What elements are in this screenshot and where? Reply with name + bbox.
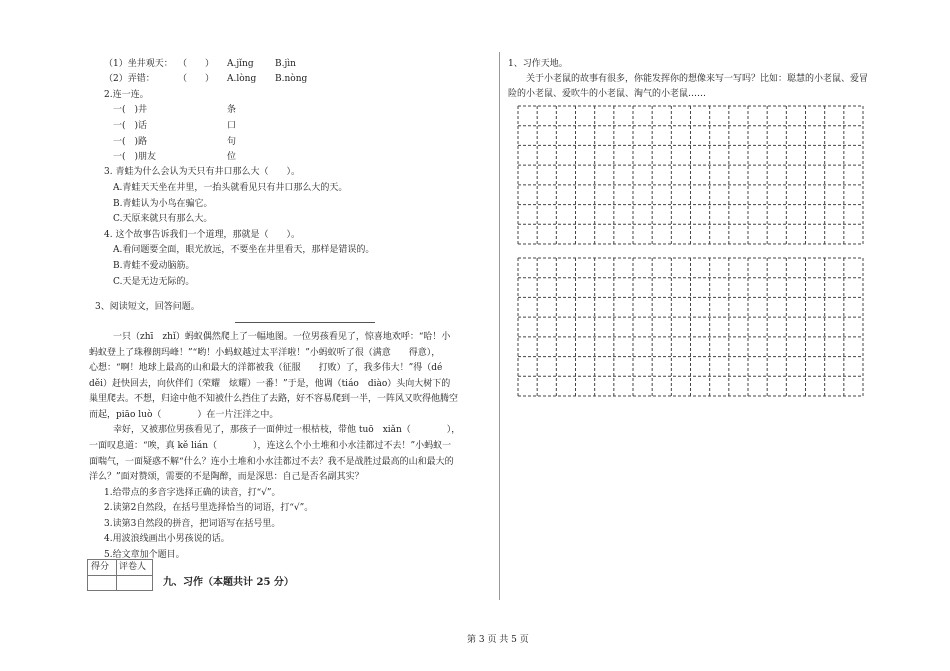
passage-line-3: 心想：“啊！地球上最高的山和最大的洋都被我（征服 打败）了，我多伟大！”得（dé	[89, 363, 443, 373]
section3-title: 3、阅读短文，回答问题。	[95, 302, 200, 312]
q2-right-4: 位	[227, 152, 237, 162]
q3-option-a: A.青蛙天天坐在井里，一抬头就看见只有井口那么大的天。	[113, 183, 348, 193]
passage-line-10: 洋么？”面对赞颂，需要的不是陶醉，而是深思：自己是否名副其实？	[89, 472, 364, 482]
passage-line-8: 一面叹息道：“唉，真 kě lián（ ），连这么个小土堆和小水洼都过不去！”小蚂蚁一	[89, 441, 452, 451]
q1-item-2-option-b: B.nòng	[275, 74, 308, 84]
q2-title: 2.连一连。	[104, 90, 149, 100]
passage-line-6: 而起，piāo luò（ ）在一片汪洋之中。	[89, 410, 279, 420]
passage-line-7: 幸好，又被那位男孩看见了，那孩子一面伸过一根枯枝，带他 tuō xiǎn（ ），	[113, 425, 461, 435]
score-label: 得分	[91, 562, 110, 572]
section9-title: 九、习作（本题共计 25 分）	[163, 577, 294, 588]
q4-option-b: B.青蛙不爱动脑筋。	[113, 261, 195, 271]
q1-item-2-option-a: A.lòng	[227, 74, 257, 84]
passage-line-1: 一只（zhī zhǐ）蚂蚁偶然爬上了一幅地图。一位男孩看见了，惊喜地欢呼：“哈！小	[113, 332, 451, 342]
q4-option-c: C.天是无边无际的。	[113, 277, 195, 287]
q4-option-a: A.看问题要全面，眼光放远，不要坐在井里看天，那样是错误的。	[113, 245, 375, 255]
q2-right-2: 口	[227, 121, 237, 131]
score-box	[87, 559, 153, 591]
passage-question-2: 2.读第2自然段，在括号里选择恰当的词语，打“√”。	[104, 503, 314, 513]
writing-prompt-line-2: 险的小老鼠、爱吹牛的小老鼠、淘气的小老鼠……	[508, 89, 707, 99]
q2-left-1: 一( )井	[113, 105, 148, 115]
right-section-title: 1、习作天地。	[508, 59, 568, 69]
q3-title: 3. 青蛙为什么会认为天只有井口那么大（ ）。	[104, 167, 300, 177]
q1-item-1-text: （1）坐井观天：	[104, 59, 173, 69]
title-blank-line	[235, 322, 375, 323]
q3-option-c: C.天原来就只有那么大。	[113, 214, 213, 224]
q1-item-1-option-a: A.jǐng	[227, 59, 254, 69]
passage-question-5: 5.给文章加个题目。	[104, 550, 185, 560]
passage-line-5: 巢里爬去。不想，归途中他不知被什么挡住了去路，好不容易爬到一半，一阵风又吹得他腾空	[89, 394, 459, 404]
passage-question-4: 4.用波浪线画出小男孩说的话。	[104, 534, 230, 544]
page-footer: 第 3 页 共 5 页	[467, 635, 529, 645]
score-box-separator	[116, 560, 117, 590]
writing-prompt-line-1: 关于小老鼠的故事有很多，你能发挥你的想像来写一写吗？比如：聪慧的小老鼠、爱冒	[526, 74, 869, 84]
writing-grid-2[interactable]	[517, 257, 864, 397]
q2-right-3: 句	[227, 137, 237, 147]
passage-question-3: 3.读第3自然段的拼音，把词语写在括号里。	[104, 519, 281, 529]
passage-question-1: 1.给带点的多音字选择正确的读音，打“√”。	[104, 488, 281, 498]
q2-left-2: 一( )话	[113, 121, 148, 131]
q4-title: 4. 这个故事告诉我们一个道理，那就是（ ）。	[104, 230, 300, 240]
q1-item-1-paren: （ ）	[178, 59, 215, 69]
q1-item-1-option-b: B.jìn	[275, 59, 296, 69]
q1-item-2-paren: （ ）	[178, 74, 215, 84]
passage-line-2: 蚂蚁登上了珠穆朗玛峰！”“哟！小蚂蚁越过太平洋啦！”小蚂蚁听了很（满意 得意），	[89, 348, 441, 358]
q3-option-b: B.青蛙认为小鸟在骗它。	[113, 199, 213, 209]
passage-line-4: děi）赶快回去，向伙伴们（荣耀 炫耀）一番！”于是，他调（tiáo diào）头向大树下的	[89, 379, 451, 389]
q2-right-1: 条	[227, 105, 237, 115]
q2-left-3: 一( )路	[113, 137, 148, 147]
passage-line-9: 面喘气，一面疑惑不解“什么？连小土堆和小水洼都过不去？我不是战胜过最高的山和最大的	[89, 457, 454, 467]
q2-left-4: 一( )朋友	[113, 152, 157, 162]
q1-item-2: （2）弄错：	[104, 74, 155, 84]
column-divider	[499, 52, 500, 600]
writing-grid-1[interactable]	[517, 105, 864, 245]
q1-item-1	[104, 58, 173, 71]
reviewer-label: 评卷人	[119, 562, 147, 572]
